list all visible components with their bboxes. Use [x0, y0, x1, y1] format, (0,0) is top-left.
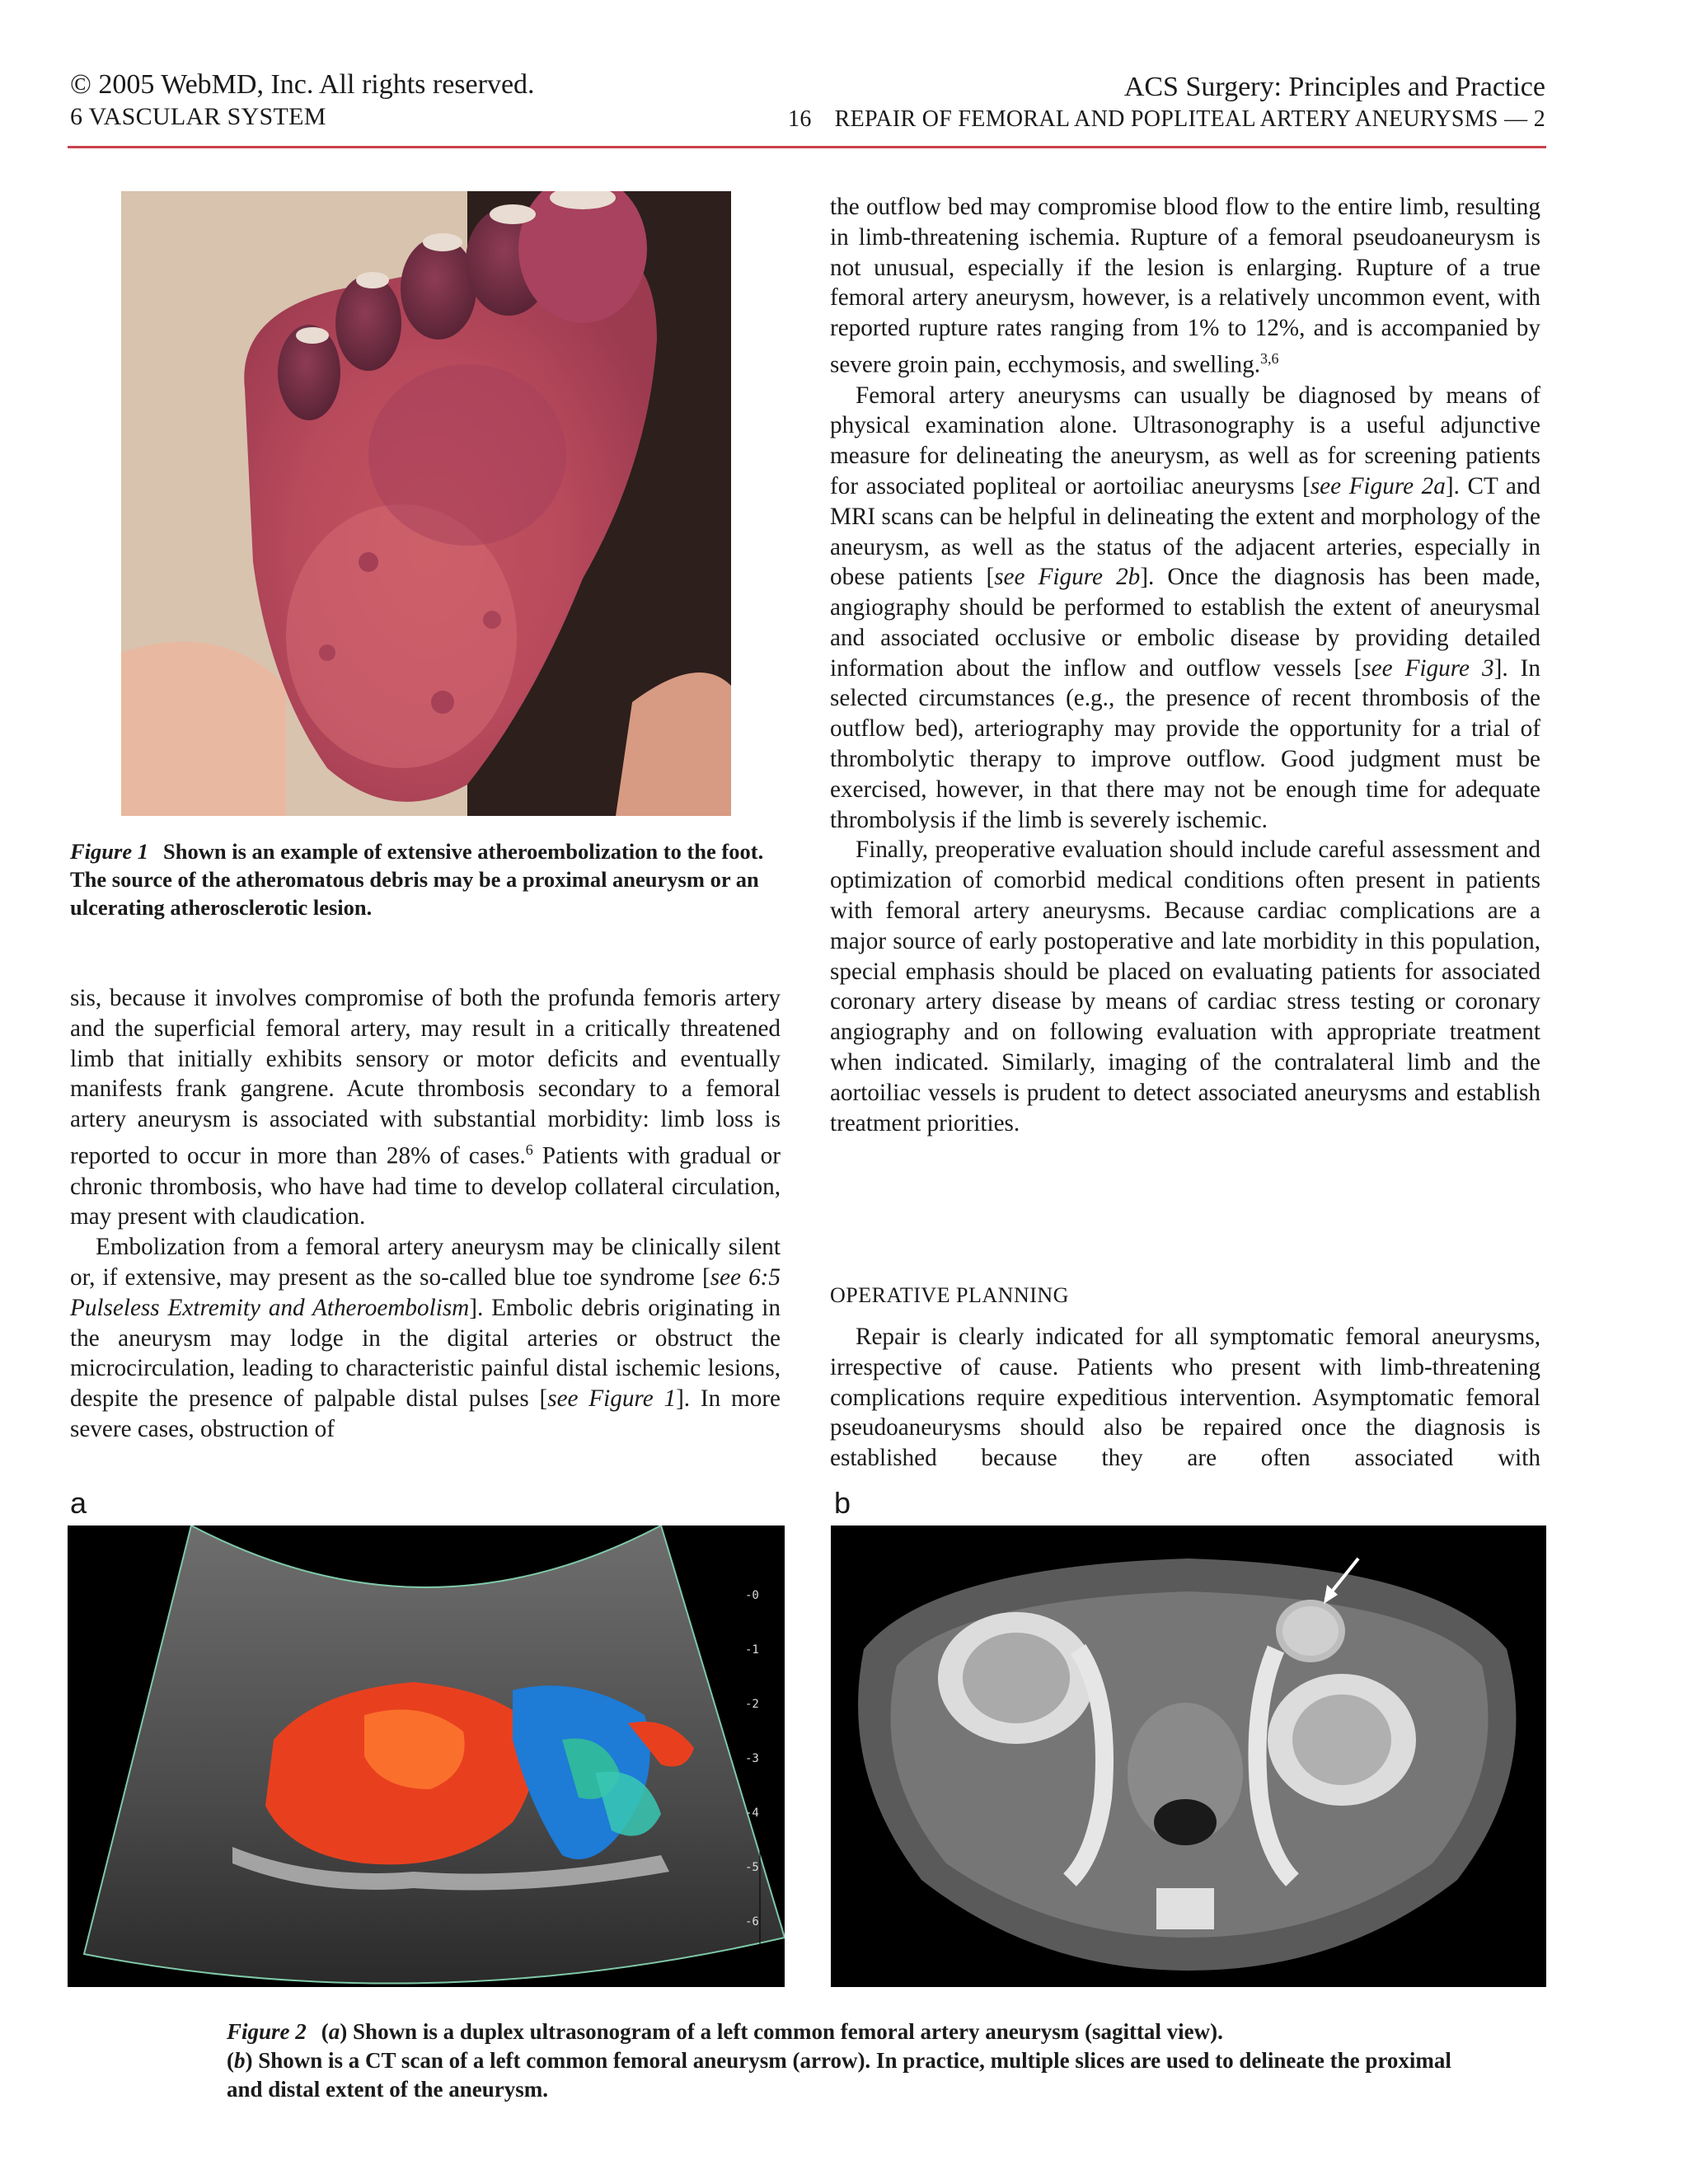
chapter-running-head: [788, 105, 1545, 134]
cross-reference: see Figure 2a: [1310, 472, 1446, 499]
paragraph: [70, 983, 781, 1232]
reference-superscript: 6: [525, 1141, 533, 1158]
figure-2-label: Figure 2: [227, 2019, 307, 2044]
caption-panel-marker: b: [234, 2048, 246, 2073]
depth-tick: -1: [745, 1643, 759, 1657]
cross-reference: see Figure 2b: [994, 564, 1141, 591]
figure-2a-duplex-ultrasonogram: [68, 1526, 785, 1987]
figure-1-foot-photo: [121, 191, 731, 816]
cross-reference: see Figure 1: [547, 1385, 677, 1413]
paragraph-text: ]. CT and MRI scans can be helpful in delineating the extent and morphology of the aneurysm, as well as the status of the adjacent arteries, especially in obese patients [: [830, 472, 1540, 591]
ct-scan-image: [831, 1526, 1546, 1987]
paragraph: Repair is clearly indicated for all symptomatic femoral aneurysms, irrespective of cause. Patients who present with limb-threatening complications require expeditious intervention. Asymptomatic femoral pseudoaneurysms should also be repaired once the diagnosis is established because they are often associated with: [830, 1324, 1540, 1472]
right-column-text: [830, 192, 1540, 1138]
paragraph: [830, 192, 1540, 381]
paragraph: [830, 381, 1540, 836]
depth-tick: -3: [745, 1752, 759, 1765]
figure-2-caption-b: Shown is a CT scan of a left common femoral aneurysm (arrow). In practice, multiple slices are used to delineate the proximal and distal extent of the aneurysm.: [227, 2048, 1451, 2102]
depth-tick: -5: [745, 1861, 759, 1874]
depth-tick: -0: [745, 1589, 759, 1602]
paragraph-text: ]. In selected circumstances (e.g., the presence of recent thrombosis of the outflow bed), arteriography may provide the opportunity for a trial of thrombolytic therapy to improve outflow. Good judgment must be exercised, however, in that there may not be enough time for adequate thrombolysis if the limb is severely ischemic.: [830, 654, 1540, 833]
header-rule: [68, 146, 1546, 148]
foot-illustration: [121, 191, 731, 816]
ultrasound-image: [68, 1526, 785, 1987]
right-column-operative-planning: [830, 1281, 1540, 1474]
paragraph-text: Patients with gradual or chronic thrombosis, who have had time to develop collateral circulation, may present with claudication.: [70, 1142, 781, 1230]
figure-2a-panel-label: a: [70, 1486, 87, 1520]
figure-2b-panel-label: b: [834, 1486, 851, 1520]
paragraph-text: sis, because it involves compromise of both the profunda femoris artery and the superficial femoral artery, may result in a critically threatened limb that initially exhibits sensory or motor deficits and eventually manifests frank gangrene. Acute thrombosis secondary to a femoral artery aneurysm is associated with substantial morbidity: limb loss is reported to occur in more than 28% of cases.: [70, 985, 781, 1169]
figure-1-caption-text: Shown is an example of extensive atheroembolization to the foot. The source of the atheromatous debris may be a proximal aneurysm or an ulcerating atherosclerotic lesion.: [70, 839, 764, 920]
chapter-title: REPAIR OF FEMORAL AND POPLITEAL ARTERY ANEURYSMS — 2: [834, 106, 1545, 132]
cross-reference: see Figure 3: [1362, 654, 1494, 682]
caption-panel-marker: a: [328, 2019, 340, 2044]
paragraph-text: ]. Embolic debris originating in the aneurysm may lodge in the digital arteries or obstruct the microcirculation, leading to characteristic painful distal ischemic lesions, despite the presence of palpable distal pulses [: [70, 1294, 781, 1413]
cross-reference: see 6:5 Pulseless Extremity and Atheroembolism: [70, 1263, 781, 1321]
figure-2-caption: Figure 2 (a) Shown is a duplex ultrasonogram of a left common femoral artery aneurysm (sagittal view). (b) Shown is a CT scan of a left common femoral aneurysm (arrow). In practice, multiple slices are used to delineate the proximal and distal extent of the aneurysm.: [227, 2019, 1451, 2102]
figure-1-label: Figure 1: [70, 839, 148, 864]
reference-superscript: 3,6: [1260, 349, 1279, 367]
depth-tick: -4: [745, 1807, 759, 1820]
paragraph: [70, 1232, 781, 1445]
book-title: ACS Surgery: Principles and Practice: [1123, 72, 1545, 102]
paragraph-text: Embolization from a femoral artery aneurysm may be clinically silent or, if extensive, may present as the so-called blue toe syndrome [: [70, 1234, 781, 1291]
depth-scale: [745, 1568, 770, 1949]
figure-2b-ct-scan: [831, 1526, 1546, 1987]
paragraph-text: Femoral artery aneurysms can usually be diagnosed by means of physical examination alone. Ultrasonography is a useful adjunctive measure for delineating the aneurysm, as well as for screening patients for associated popliteal or aortoiliac aneurysms [: [830, 382, 1540, 499]
paragraph-text: ]. In more severe cases, obstruction of: [70, 1385, 781, 1442]
depth-tick: -2: [745, 1698, 759, 1711]
paragraph-text: ]. Once the diagnosis has been made, angiography should be performed to establish the extent of aneurysmal and associated occlusive or embolic disease by providing detailed information about the inflow and outflow vessels [: [830, 564, 1541, 682]
section-name: 6 VASCULAR SYSTEM: [70, 103, 326, 130]
left-column-text: [70, 983, 781, 1445]
paragraph-text: the outflow bed may compromise blood flow to the entire limb, resulting in limb-threatening ischemia. Rupture of a femoral pseudoaneurysm is not unusual, especially if the lesion is enlarging. Rupture of a true femoral artery aneurysm, however, is a relatively uncommon event, with reported rupture rates ranging from 1% to 12%, and is accompanied by severe groin pain, ecchymosis, and swelling.: [830, 194, 1540, 378]
paragraph: Finally, preoperative evaluation should include careful assessment and optimization of comorbid medical conditions often present in patients with femoral artery aneurysms. Because cardiac complications are a major source of early postoperative and late morbidity in this population, special emphasis should be placed on evaluating patients for associated coronary artery disease by means of cardiac stress testing or coronary angiography and on following evaluation with appropriate treatment when indicated. Similarly, imaging of the contralateral limb and the aortoiliac vessels is prudent to detect associated aneurysms and establish treatment priorities.: [830, 837, 1540, 1137]
chapter-number: 16: [788, 106, 812, 132]
copyright-notice: © 2005 WebMD, Inc. All rights reserved.: [70, 69, 535, 100]
figure-1-caption: [70, 837, 781, 921]
section-heading: OPERATIVE PLANNING: [830, 1283, 1069, 1307]
figure-2-caption-a: Shown is a duplex ultrasonogram of a left common femoral artery aneurysm (sagittal view).: [347, 2019, 1223, 2044]
depth-tick: -6: [745, 1915, 759, 1929]
